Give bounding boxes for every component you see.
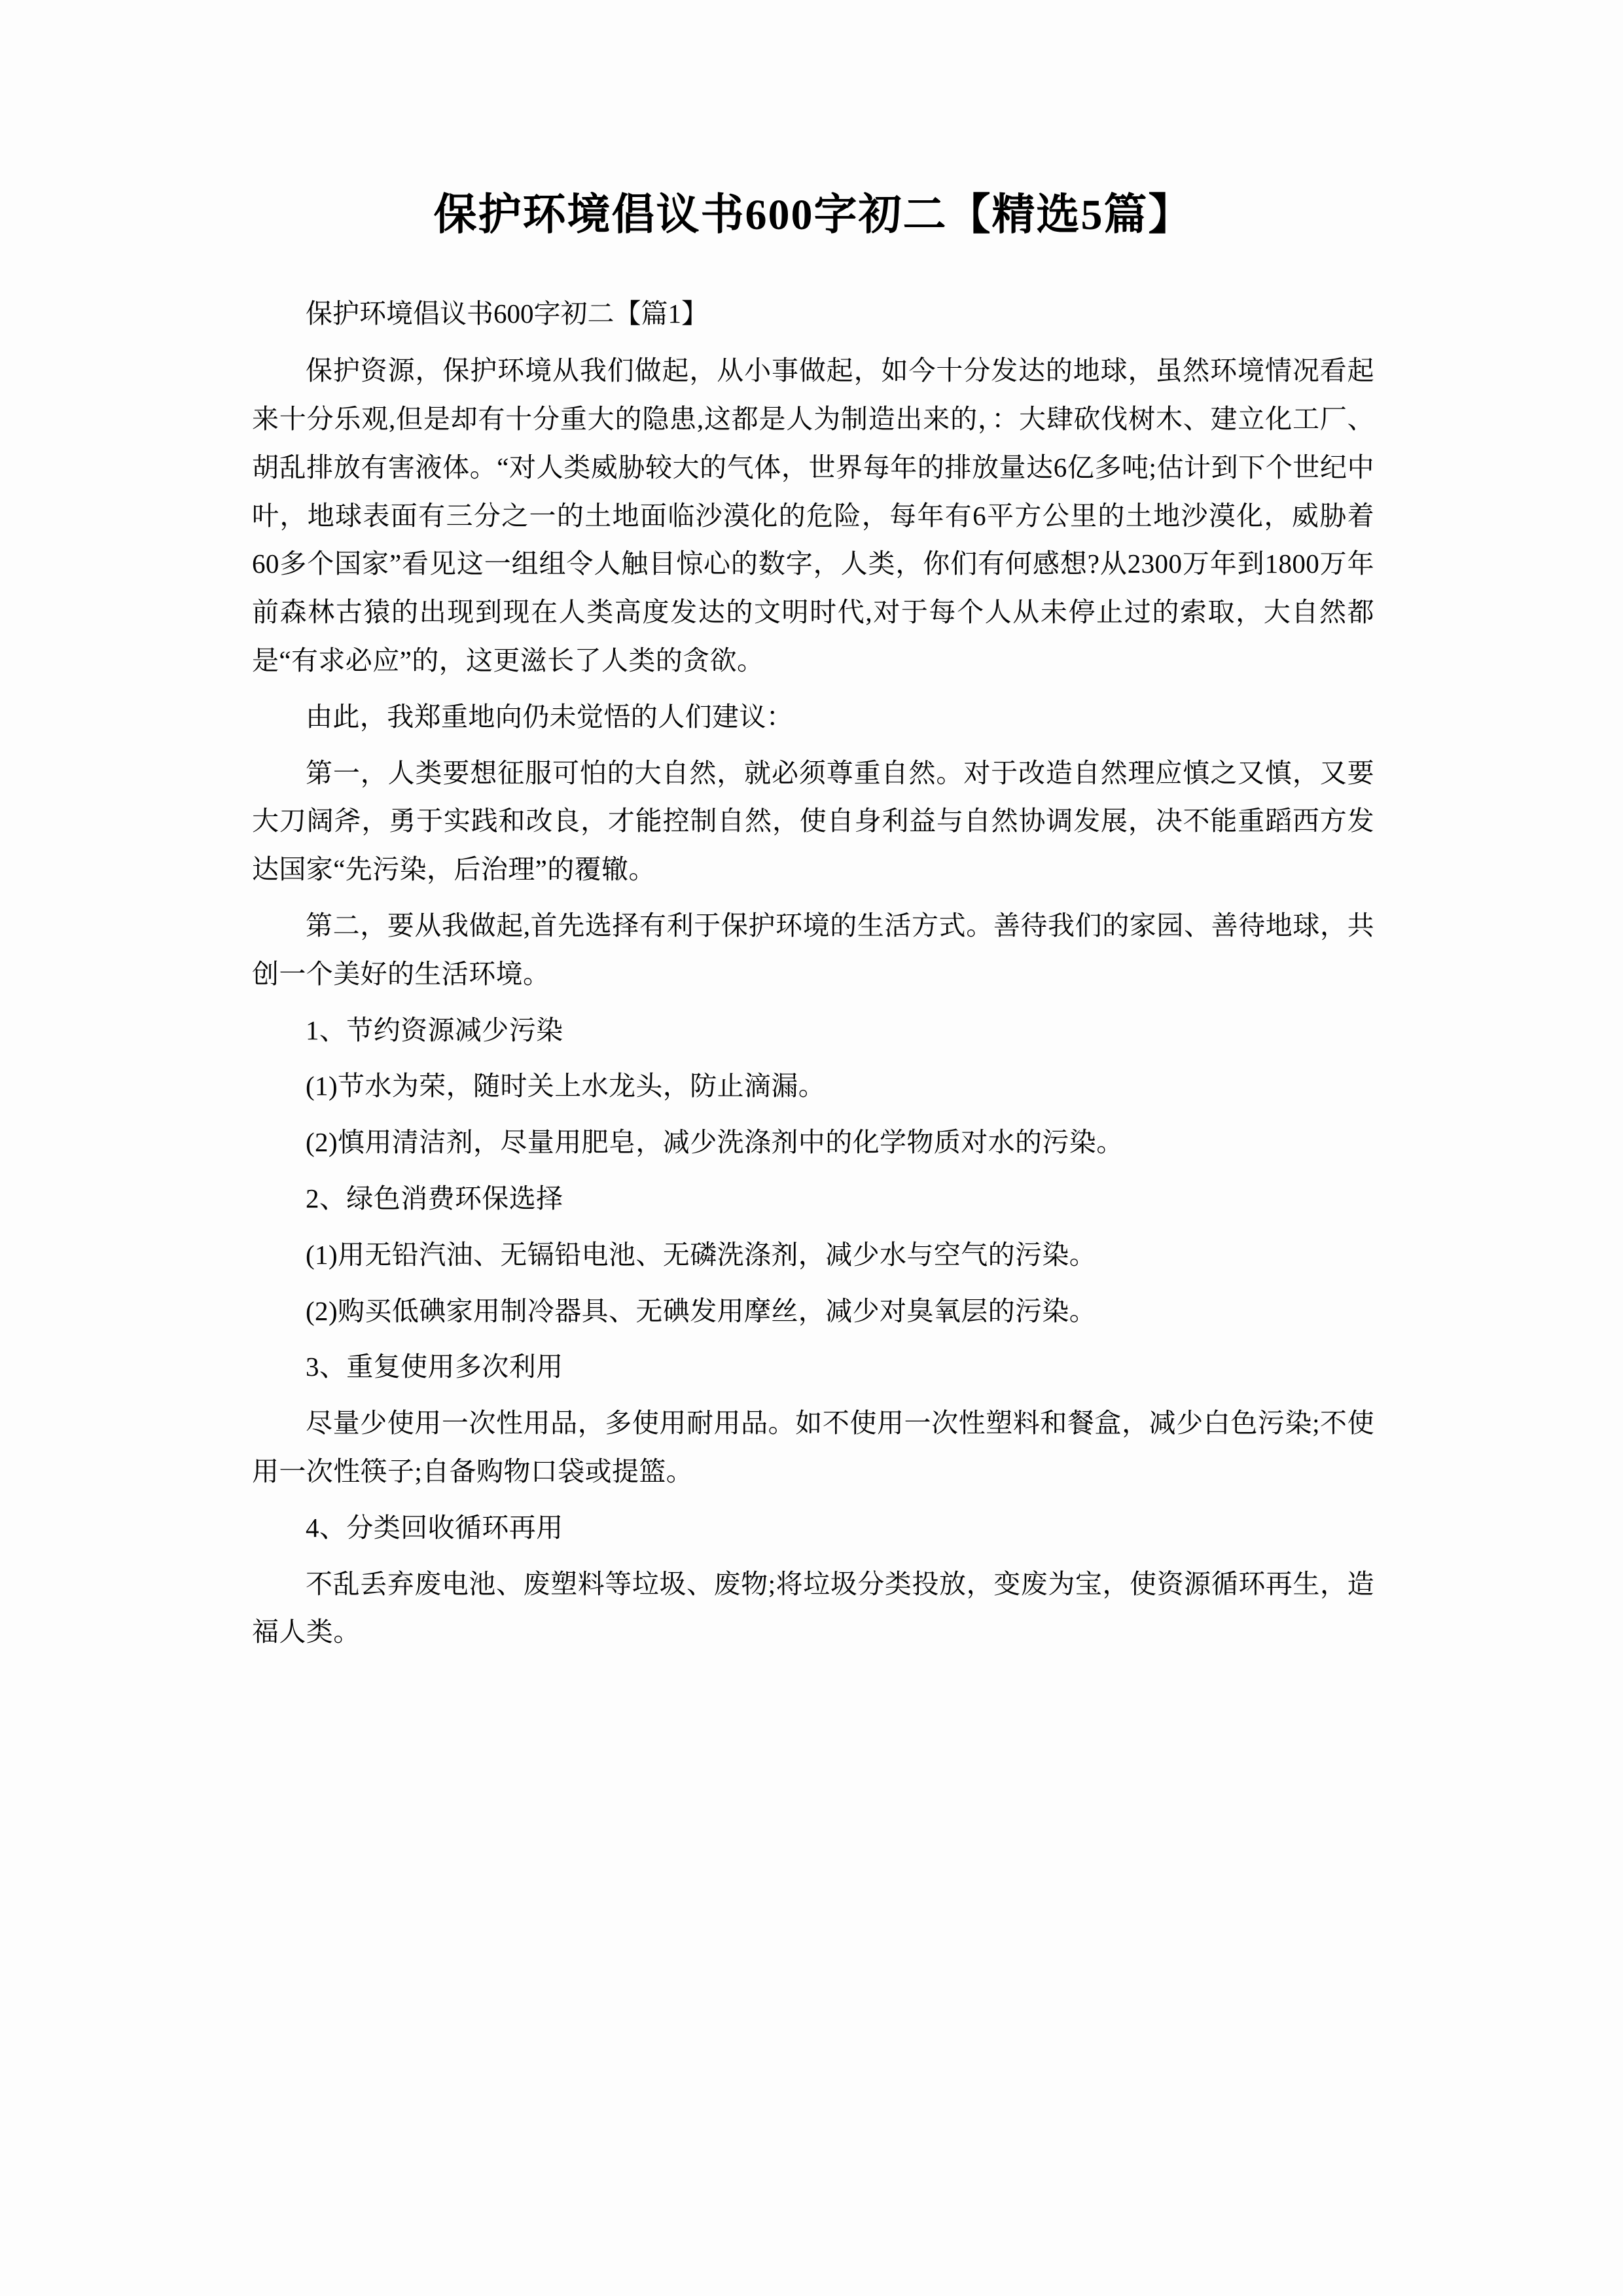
document-body <box>252 290 1374 1657</box>
page-title: 保护环境倡议书600字初二【精选5篇】 <box>433 191 1193 239</box>
section-heading: 保护环境倡议书600字初二【篇1】 <box>306 298 708 329</box>
list-heading: 3、重复使用多次利用 <box>306 1352 563 1382</box>
page-content-area <box>252 0 1374 1664</box>
list-item: (1)用无铅汽油、无镉铅电池、无磷洗涤剂，减少水与空气的污染。 <box>306 1239 1097 1270</box>
paragraph: 第二，要从我做起,首先选择有利于保护环境的生活方式。善待我们的家园、善待地球，共创一个美好的生活环境。 <box>252 910 1374 989</box>
list-heading: 2、绿色消费环保选择 <box>306 1183 563 1214</box>
paragraph: 由此，我郑重地向仍未觉悟的人们建议： <box>306 701 794 732</box>
paragraph: 第一，人类要想征服可怕的大自然，就必须尊重自然。对于改造自然理应慎之又慎，又要大刀阔斧，勇于实践和改良，才能控制自然，使自身利益与自然协调发展，决不能重蹈西方发达国家“先污染，后治理”的覆辙。 <box>252 757 1374 885</box>
paragraph: 保护资源，保护环境从我们做起，从小事做起，如今十分发达的地球，虽然环境情况看起来十分乐观,但是却有十分重大的隐患,这都是人为制造出来的，：大肆砍伐树木、建立化工厂、胡乱排放有害液体。“对人类威胁较大的气体，世界每年的排放量达6亿多吨;估计到下个世纪中叶，地球表面有三分之一的土地面临沙漠化的危险，每年有6平方公里的土地沙漠化，威胁着60多个国家”看见这一组组令人触目惊心的数字，人类，你们有何感想?从2300万年到1800万年前森林古猿的出现到现在人类高度发达的文明时代,对于每个人从未停止过的索取，大自然都是“有求必应”的，这更滋长了人类的贪欲。 <box>252 355 1374 676</box>
list-item: (1)节水为荣，随时关上水龙头，防止滴漏。 <box>306 1071 826 1102</box>
list-heading: 4、分类回收循环再用 <box>306 1512 563 1543</box>
list-item: (2)购买低碘家用制冷器具、无碘发用摩丝，减少对臭氧层的污染。 <box>306 1295 1097 1326</box>
paragraph: 尽量少使用一次性用品，多使用耐用品。如不使用一次性塑料和餐盒，减少白色污染;不使用一次性筷子;自备购物口袋或提篮。 <box>252 1408 1374 1487</box>
list-item: (2)慎用清洁剂，尽量用肥皂，减少洗涤剂中的化学物质对水的污染。 <box>306 1127 1124 1158</box>
paragraph: 不乱丢弃废电池、废塑料等垃圾、废物;将垃圾分类投放，变废为宝，使资源循环再生，造福人类。 <box>252 1568 1374 1647</box>
list-heading: 1、节约资源减少污染 <box>306 1014 563 1045</box>
